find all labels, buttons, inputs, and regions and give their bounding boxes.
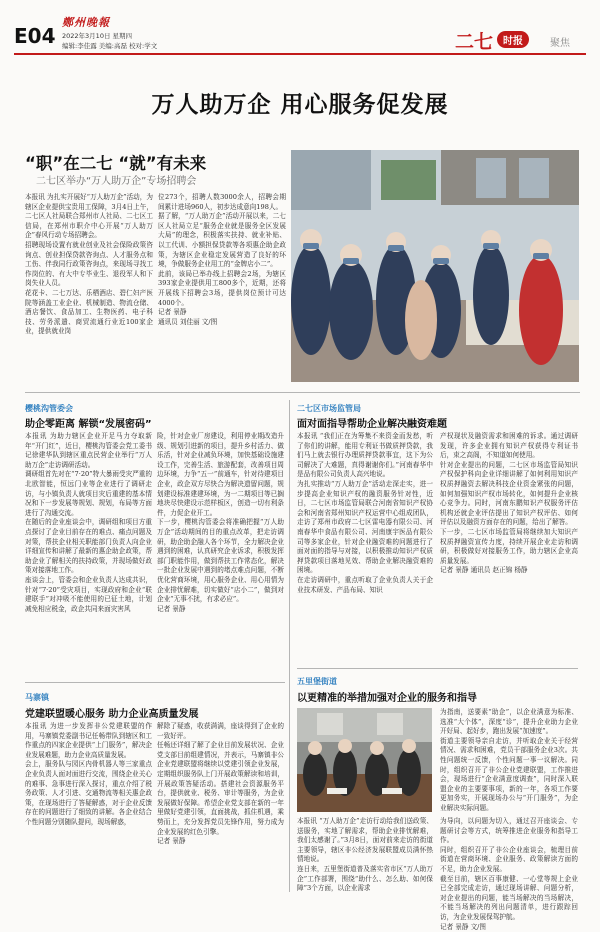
job-fair-crowd-image	[291, 150, 579, 382]
right-divider	[297, 668, 578, 669]
section-label-market-supervision: 二七区市场监管局	[297, 404, 361, 413]
lead-col-2: 位273个，招聘人数3000余人，招聘会期间累计进场960人，初步达成意向198人。 据了解，“万人助万企”活动开展以来，二七区人社局立足“服务企业就是服务全区发展大局”的理念，积极落实扶持、就业补贴、以工代训、小额担保贷款等各项惠企助企政策，为辖区企业稳定发展营造了良好的环境，争做服务企业用工的“金牌店小二”。 此前，该局已举办线上招聘会2场，为辖区393家企业提供用工800多个，近期，还将开展线下招聘会3场，提供岗位预计可达4000个。 记者 景静 通讯员 刘佳丽 文/图	[158, 193, 286, 326]
wulibao-col-1: 本报讯 “万人助万企”走访行动给我们送政策、送服务，实地了解需求，帮助企业排忧解难，我们太感谢了。”3月8日，面对前来走访的街道主要领导，辖区非公经济发展联盟成员满怀热情地说。 连日来，五里堡街道普及落实省市区“万人助万企”工作部署，围绕“助什么、怎么助、如何保障”3个方面，以企业需求	[297, 817, 433, 893]
lead-subheadline: 二七区举办“万人助万企”专场招聘会	[36, 176, 197, 187]
column-separator	[289, 400, 290, 892]
cherry-valley-col-2: 险，针对企业厂房建设，利用停业期改造升级、规划引进新的项目，提升乡村活力、做乐活，针对企业减负环境，加快基础设施建设工作，完善生活、旅游配套，改善项目周边环境，力争“五一”前通车，针对待建项目企业，政企双方尽快合为解决遗留问题，规划建设标准建建环境，为一二期项目等已搁地块尽快建设示范样板区，创造一切有利条件，力促企业开工。 下一步，樱桃沟管委会将准确把握“万人助万企”活动期间的目的重点改革，把走访调研，助企助企融人各个环节，全力解决企业遇到的困难，认真研究企业诉求，积极发挥部门职能作用，做到帮扶工作常态化，解决一批企业发展中遇到的堵点难点问题，不断优化营商环境，用心服务企业、用心用情为企业排忧解难，切实做好“店小二”，做到对企业“无事不扰，有求必应”。 记者 景静	[157, 432, 284, 613]
header-rule	[14, 53, 586, 55]
brand-badge: 时报	[497, 31, 529, 48]
section-label-mazhai: 马寨镇	[25, 693, 49, 702]
page-code: E04	[14, 24, 56, 48]
editor-line: 编辑:李佳露 美编:高磊 校对:学文	[62, 42, 158, 50]
market-supervision-col-2: 产权现状及融资需求和困难的诉求。通过调研发现，许多企业拥有知识产权获得专利证书后，束之高阁，不知道如何使用。 针对企业提出的问题，二七区市场监管局知识产权保护科向企业详细讲解了如何利用知识产权质押融资去解决科技企业资金紧张的问题，如何加强知识产权市场转化，如何提升企业核心竞争力。同时，河南东鹏知识产权服务评估机构还就企业评估提出了知识产权评估、如何评估以及融资方面存在的问题，给出了解答。 下一步，二七区市场监管局将继续加大知识产权质押融资宣传力度，持续开展企业走访和调研，积极做好对接服务工作，助力辖区企业高质量发展。 记者 景静 通讯员 赵正锦 杨静	[440, 432, 578, 575]
date-line: 2022年3月10日 星期四	[62, 32, 133, 40]
wulibao-col-1-top: 为指南，送要素“助企”，以企业满意为标准、选准“大个体”，深度“诊”，提升企业助力企业开好局、起好步，跑出发展“加速度”。 街道主要领导亲自走访，并听取企业关于经营情况、需求和困难，党员干部服务企业3次。共性问题统一反馈，个性问题一事一议解决。同时，组织召开了非公企业党建联盟，工作推进会，现场进行“企业满意度调查”，同时深入联盟企业的主要要事项，新的一年，各项工作要更加务实，开展现场办公与“开门服务”，为企业解决实际问题。	[440, 708, 578, 812]
wulibao-col-2: 为导向，以问题为切入，通过召开座谈会、专题研讨会等方式，统筹推进企业服务和指导工作。 同时，组织召开了非公企业座谈会，梳理目前街道在营商环境、企业服务、政策解读方面的不足，助力企业发展。 截至目前，辖区百事康健、一心堂等规上企业已全部完成走访，通过现场讲解、问题分析，对企业提出的问题，能当场解决的当场解决，不能当场解决的列出问题清单，进行跟踪回访，为企业发展保驾护航。 记者 景静 文/图	[440, 817, 578, 931]
cherry-valley-col-1: 本报讯 为助力辖区企业开足马力夺取新年“开门红”，近日，樱桃沟管委会党工委书记徐建华队到辖区重点民营企业举行“万人助万企”走访调研活动。 调研组首先对在“7·20”特大暴雨受灾严重的北欧智能，恒远门业等企业进行了调研走访，与小镇负责人就项目灾后重建的基本情况和下一步发展等规划、规划，布局等方面进行了沟通交流。 在随后的企业座谈会中，调研组和项目方重点探讨了企业目前存在的难点、痛点问题及对策，帮扶企业相关职能部门负责人向企业详细宣传和讲解了最新的惠企助企政策，帮助企业了解相关的扶持政策，并现场做好政策对接落地工作。 座谈会上，管委会和企业负责人达成共识，针对“7·20”受灾项目，实现政府和企业“联建联手”对冲吸不能使用的已征土地，计划减免相应税金，政企共同来面灾害风	[25, 432, 152, 613]
section-label-cherry-valley: 樱桃沟管委会	[25, 404, 73, 413]
section-headline-cherry-valley: 助企零距离 解锁“发展密码”	[25, 419, 152, 430]
wulibao-photo	[297, 708, 432, 812]
lead-col-1: 本报讯 为扎实开展好“万人助万企”活动，为辖区企业提供宝贵用工保障，3月4日上午，二七区人社局联合郑州市人社局、二七区工信局，在郑州市职介中心开展“万人助万企”春风行动专场招聘会。 招聘现场设置有就业创业及社会保险政策咨询点、创业担保贷款咨询点、人才服务点和工伤、伴我同行政策咨询点，来现场寻找工作岗位的、有大中专毕业生、退役军人和下岗失业人员。 花花卡、二七万达、乐栖酒店、碧仁妇产医院等涵盖工业企业、机械制造、物流仓储、酒店餐饮、食品加工、生物医药、电子科技、劳务派遣、商贸流通行业近100家企业，提供就业岗	[25, 193, 153, 336]
brand-tag: 聚焦	[550, 38, 570, 49]
page-header	[0, 0, 600, 56]
market-supervision-col-1: 本报讯 “我们正在为筹集不来资金而发愁，听了你们的讲解，能用专利证书做质押贷款，我们马上就去银行办理质押贷款事宜，这下为公司解决了大难题，真得谢谢你们。”河南春华中是品有限公司负责人高兴地说。 为扎实推动“万人助万企”活动走深走实，进一步提高企业知识产权的融资服务针对性，近日，二七区市场监管局联合河南省知识产权协会和河南省郑州知识产权运营中心组成团队，走访了郑州市政府二七区雷电器有限公司、河南春华中食品有限公司、河南康宇医品有限公司等多家企业，针对企业融资难的问题进行了面对面的指导与对接，以积极推动知识产权质押贷款项目落地见效、帮助企业解决融资难的困境。 在走访调研中，重点听取了企业负责人关于企业技术研发、产品布局、知识	[297, 432, 433, 594]
page-title: 万人助万企 用心服务促发展	[151, 92, 449, 118]
mazhai-col-1: 本报讯 为进一步发挥非公党建联盟的作用，马寨镇党委副书记任畅带队到辖区和工作重点的四家企业提供“上门服务”，解决企业发展难题，助力企业高质量发展。 会上，服务队与园区内骨机器人等三家重点企业负责人面对面进行交流，围绕企业关心的难事、急事进行深入探讨，重点介绍了税务政策、人才引进、交通物流等相关惠企政策，在现场进行了答疑解惑，对于企业反馈存在的问题进行了细致的讲解。各企业结合个性问题分别随队提问，现场解惑，	[25, 722, 152, 826]
section-label-wulibao: 五里堡街道	[297, 677, 337, 686]
meeting-room-image	[297, 708, 432, 812]
lead-divider	[25, 392, 580, 393]
section-headline-mazhai: 党建联盟暖心服务 助力企业高质量发展	[25, 709, 199, 720]
brand-main: 二七	[455, 31, 494, 53]
mazhai-col-2: 解除了疑惑，收获满满，座谈得到了企业的一致好评。 任畅还详细了解了企业目前发展状况、企业党支部目前组建情况，并表示，马寨镇非公企业党建联盟将继续以党建引领企业发展，定期组织服务队上门开展政策解读和培训，开展政策答疑活动。搭建社会资源服务平台，提供就业、税务、审计等服务，为企业发展做好保障。希望企业党支部在新的一年里做好党建引领，直面挑战，抓住机遇，乘势而上，充分发挥党员先锋作用，努力成为企业发展的红色引擎。 记者 景静	[157, 722, 284, 846]
left-divider	[25, 682, 285, 683]
lead-headline: “职”在二七 “就”有未来	[25, 154, 207, 173]
masthead-logo: 鄭州晚報	[62, 16, 110, 29]
section-headline-wulibao: 以更精准的举措加强对企业的服务和指导	[297, 693, 477, 704]
lead-photo	[291, 150, 579, 382]
section-headline-market-supervision: 面对面指导帮助企业解决融资难题	[297, 419, 447, 430]
